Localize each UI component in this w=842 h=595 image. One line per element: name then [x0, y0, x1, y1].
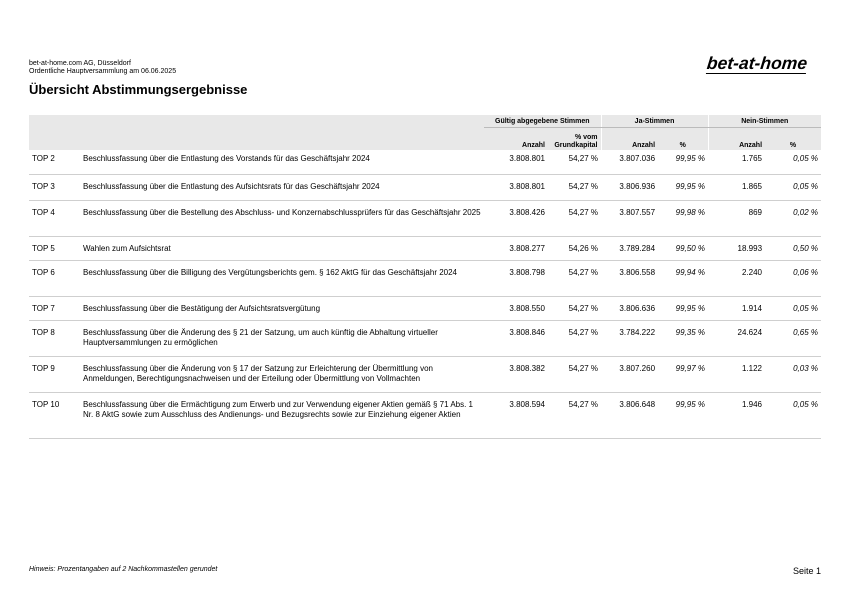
agenda-item: TOP 9 — [29, 356, 80, 392]
resolution-text: Beschlussfassung über die Bestellung des Abschluss- und Konzernabschlussprüfers für das Geschäftsjahr 2025 — [80, 200, 484, 236]
agenda-item: TOP 10 — [29, 392, 80, 438]
no-votes: 1.122 — [708, 356, 765, 392]
yes-votes: 3.784.222 — [601, 320, 658, 356]
resolution-text: Wahlen zum Aufsichtsrat — [80, 236, 484, 260]
table-row — [29, 356, 821, 392]
agenda-item: TOP 7 — [29, 296, 80, 320]
yes-votes: 3.806.558 — [601, 260, 658, 296]
valid-votes: 3.808.798 — [484, 260, 548, 296]
valid-votes: 3.808.382 — [484, 356, 548, 392]
agenda-item: TOP 3 — [29, 174, 80, 200]
share-capital-pct: 54,27 % — [548, 260, 601, 296]
table-row — [29, 296, 821, 320]
table-row — [29, 174, 821, 200]
col-share-capital: % vom Grundkapital — [548, 128, 601, 151]
no-votes: 1.946 — [708, 392, 765, 438]
table-row — [29, 260, 821, 296]
valid-votes: 3.808.277 — [484, 236, 548, 260]
yes-votes: 3.806.636 — [601, 296, 658, 320]
page-number: Seite 1 — [792, 566, 821, 576]
valid-votes: 3.808.801 — [484, 174, 548, 200]
valid-votes: 3.808.594 — [484, 392, 548, 438]
yes-votes: 3.807.260 — [601, 356, 658, 392]
yes-pct: 99,94 % — [658, 260, 708, 296]
share-capital-pct: 54,27 % — [548, 320, 601, 356]
col-yes-pct: % — [658, 128, 708, 151]
yes-votes: 3.807.557 — [601, 200, 658, 236]
resolution-text: Beschlussfassung über die Änderung von § 17 der Satzung zur Erleichterung der Übermittlung von Anmeldungen, Berechtigungsnachweisen und der Erteilung oder Übermittlung von Vollmachten — [80, 356, 484, 392]
resolution-text: Beschlussfassung über die Entlastung des Vorstands für das Geschäftsjahr 2024 — [80, 150, 484, 174]
yes-pct: 99,35 % — [658, 320, 708, 356]
no-pct: 0,65 % — [765, 320, 821, 356]
yes-pct: 99,95 % — [658, 392, 708, 438]
no-pct: 0,06 % — [765, 260, 821, 296]
agenda-item: TOP 6 — [29, 260, 80, 296]
share-capital-pct: 54,27 % — [548, 296, 601, 320]
resolution-text: Beschlussfassung über die Änderung des § 21 der Satzung, um auch künftig die Abhaltung virtueller Hauptversammlungen zu ermöglichen — [80, 320, 484, 356]
no-pct: 0,05 % — [765, 296, 821, 320]
share-capital-pct: 54,27 % — [548, 150, 601, 174]
table-row — [29, 200, 821, 236]
valid-votes: 3.808.426 — [484, 200, 548, 236]
yes-pct: 99,95 % — [658, 150, 708, 174]
no-pct: 0,02 % — [765, 200, 821, 236]
agenda-item: TOP 4 — [29, 200, 80, 236]
company-logo: bet-at-home — [706, 53, 809, 73]
yes-votes: 3.789.284 — [601, 236, 658, 260]
share-capital-pct: 54,26 % — [548, 236, 601, 260]
no-pct: 0,05 % — [765, 150, 821, 174]
col-yes-count: Anzahl — [601, 128, 658, 151]
col-valid-count: Anzahl — [484, 128, 548, 151]
agenda-item: TOP 5 — [29, 236, 80, 260]
col-no-count: Anzahl — [708, 128, 765, 151]
valid-votes: 3.808.846 — [484, 320, 548, 356]
rounding-note: Hinweis: Prozentangaben auf 2 Nachkommastellen gerundet — [29, 566, 218, 573]
page-title: Übersicht Abstimmungsergebnisse — [29, 82, 248, 97]
yes-pct: 99,50 % — [658, 236, 708, 260]
yes-pct: 99,98 % — [658, 200, 708, 236]
company-info — [29, 60, 176, 76]
results-table — [29, 115, 821, 439]
header-yes-votes: Ja-Stimmen — [601, 115, 708, 128]
valid-votes: 3.808.801 — [484, 150, 548, 174]
table-row — [29, 236, 821, 260]
no-votes: 2.240 — [708, 260, 765, 296]
yes-votes: 3.807.036 — [601, 150, 658, 174]
agenda-item: TOP 8 — [29, 320, 80, 356]
yes-pct: 99,97 % — [658, 356, 708, 392]
yes-pct: 99,95 % — [658, 296, 708, 320]
agenda-item: TOP 2 — [29, 150, 80, 174]
share-capital-pct: 54,27 % — [548, 174, 601, 200]
no-pct: 0,05 % — [765, 174, 821, 200]
no-votes: 1.865 — [708, 174, 765, 200]
table-row — [29, 320, 821, 356]
yes-votes: 3.806.936 — [601, 174, 658, 200]
table-row — [29, 150, 821, 174]
resolution-text: Beschlussfassung über die Billigung des Vergütungsberichts gem. § 162 AktG für das Geschäftsjahr 2024 — [80, 260, 484, 296]
no-pct: 0,03 % — [765, 356, 821, 392]
no-pct: 0,05 % — [765, 392, 821, 438]
resolution-text: Beschlussfassung über die Bestätigung der Aufsichtsratsvergütung — [80, 296, 484, 320]
share-capital-pct: 54,27 % — [548, 200, 601, 236]
header-valid-votes: Gültig abgegebene Stimmen — [484, 115, 601, 128]
no-pct: 0,50 % — [765, 236, 821, 260]
no-votes: 18.993 — [708, 236, 765, 260]
header-no-votes: Nein-Stimmen — [708, 115, 821, 128]
meeting-date: Ordentliche Hauptversammlung am 06.06.2025 — [29, 68, 177, 75]
no-votes: 869 — [708, 200, 765, 236]
yes-votes: 3.806.648 — [601, 392, 658, 438]
resolution-text: Beschlussfassung über die Ermächtigung zum Erwerb und zur Verwendung eigener Aktien gemäß § 71 Abs. 1 Nr. 8 AktG sowie zum Ausschluss des Andienungs- und Bezugsrechts sowie zur Einziehung eigener Aktien — [80, 392, 484, 438]
no-votes: 24.624 — [708, 320, 765, 356]
resolution-text: Beschlussfassung über die Entlastung des Aufsichtsrats für das Geschäftsjahr 2024 — [80, 174, 484, 200]
no-votes: 1.914 — [708, 296, 765, 320]
company-name: bet-at-home.com AG, Düsseldorf — [29, 60, 131, 67]
share-capital-pct: 54,27 % — [548, 392, 601, 438]
yes-pct: 99,95 % — [658, 174, 708, 200]
valid-votes: 3.808.550 — [484, 296, 548, 320]
share-capital-pct: 54,27 % — [548, 356, 601, 392]
no-votes: 1.765 — [708, 150, 765, 174]
col-no-pct: % — [765, 128, 821, 151]
table-row — [29, 392, 821, 438]
